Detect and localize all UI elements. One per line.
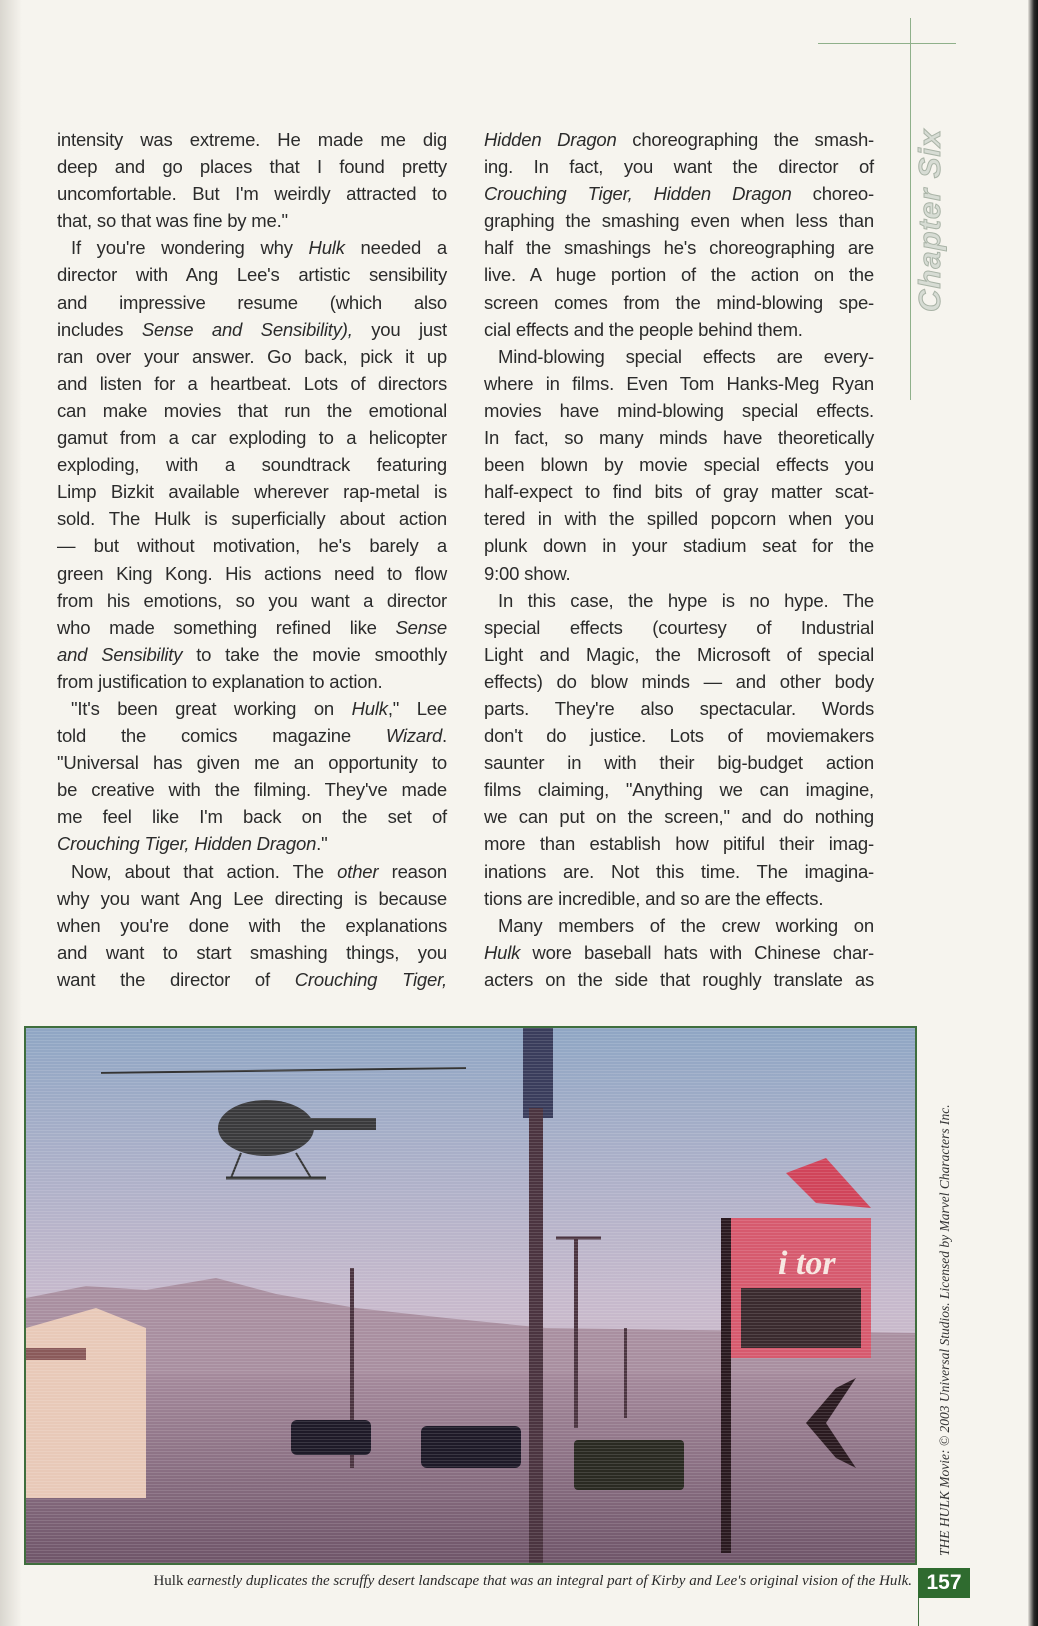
text-line: In this case, the hype is no hype. The xyxy=(498,589,874,611)
text-line: from justification to explanation to action. xyxy=(57,670,383,692)
text-line: 9:00 show. xyxy=(484,562,571,584)
italic-title: Hulk xyxy=(484,941,521,963)
text-line: and impressive resume (which also xyxy=(57,291,447,313)
text-line: "Universal has given me an opportunity to xyxy=(57,752,447,774)
text-line: If you're wondering why Hulk needed a xyxy=(71,237,447,259)
text-line: acters on the side that roughly translate as xyxy=(484,968,874,990)
text-line: sold. The Hulk is superficially about action xyxy=(57,508,447,530)
page-number: 157 xyxy=(918,1568,970,1598)
text-line: ran over your answer. Go back, pick it up xyxy=(57,345,447,367)
caption-text: earnestly duplicates the scruffy desert landscape that was an integral part of Kirby and Lee's original vision of the Hulk. xyxy=(183,1573,912,1589)
text-line: live. A huge portion of the action on the xyxy=(484,264,874,286)
text-line: parts. They're also spectacular. Words xyxy=(484,697,874,719)
text-line: and listen for a heartbeat. Lots of directors xyxy=(57,372,447,394)
italic-title: and Sensibility xyxy=(57,643,183,665)
text-line: deep and go places that I found pretty xyxy=(57,156,447,178)
text-line: tions are incredible, and so are the effects. xyxy=(484,887,824,909)
caption-title: Hulk xyxy=(153,1573,184,1589)
photo-credit: THE HULK Movie: © 2003 Universal Studios. Licensed by Marvel Characters Inc. xyxy=(937,1104,952,1556)
header-rule xyxy=(818,43,956,44)
chapter-label: Chapter Six xyxy=(912,128,947,312)
italic-title: Hidden Dragon xyxy=(484,129,617,150)
italic-title: other xyxy=(337,860,379,882)
italic-title: Crouching Tiger, xyxy=(294,968,447,990)
text-line: Many members of the crew working on xyxy=(498,914,874,936)
text-line: that, so that was fine by me." xyxy=(57,210,288,232)
text-line: been blown by movie special effects you xyxy=(484,454,874,476)
text-column-right xyxy=(484,126,874,993)
text-line: why you want Ang Lee directing is because xyxy=(57,887,447,909)
text-line: tered in with the spilled popcorn when you xyxy=(484,508,874,530)
text-line: from his emotions, so you want a director xyxy=(57,589,447,611)
text-line: want the director of Crouching Tiger, xyxy=(57,968,447,990)
text-line: Light and Magic, the Microsoft of special xyxy=(484,643,874,665)
text-line: includes Sense and Sensibility), you just xyxy=(57,318,447,340)
text-line: told the comics magazine Wizard. xyxy=(57,725,447,747)
side-rule xyxy=(910,18,911,400)
text-line: Now, about that action. The other reason xyxy=(71,860,447,882)
text-line: — but without motivation, he's barely a xyxy=(57,535,447,557)
text-line: special effects (courtesy of Industrial xyxy=(484,616,874,638)
italic-title: Hulk xyxy=(351,697,388,719)
text-line: "It's been great working on Hulk," Lee xyxy=(71,697,447,719)
italic-title: Crouching Tiger, Hidden Dragon xyxy=(57,833,317,855)
text-line: saunter in with their big-budget action xyxy=(484,752,874,774)
text-column-left xyxy=(57,126,447,993)
text-line: exploding, with a soundtrack featuring xyxy=(57,454,447,476)
text-line: In fact, so many minds have theoretically xyxy=(484,427,874,449)
text-line: and want to start smashing things, you xyxy=(57,941,447,963)
text-line: green King Kong. His actions need to flow xyxy=(57,562,447,584)
page-number-rule xyxy=(918,1598,971,1626)
text-line: inations are. Not this time. The imagina- xyxy=(484,860,874,882)
text-line: can make movies that run the emotional xyxy=(57,399,447,421)
text-line: Limp Bizkit available wherever rap-metal is xyxy=(57,481,447,503)
text-line: Hidden Dragon choreographing the smash- xyxy=(484,129,874,150)
text-line: half-expect to find bits of gray matter scat- xyxy=(484,481,874,503)
italic-title: Sense xyxy=(395,616,447,638)
text-line: cial effects and the people behind them. xyxy=(484,318,803,340)
page-edge xyxy=(1028,0,1038,1626)
text-line: don't do justice. Lots of moviemakers xyxy=(484,725,874,747)
text-line: Hulk wore baseball hats with Chinese char- xyxy=(484,941,874,963)
text-line: we can put on the screen," and do nothing xyxy=(484,806,874,828)
text-line: graphing the smashing even when less than xyxy=(484,210,874,232)
text-line: movies have mind-blowing special effects. xyxy=(484,399,874,421)
italic-title: Wizard xyxy=(385,725,443,747)
text-line: films claiming, "Anything we can imagine, xyxy=(484,779,874,801)
sign-text: i tor xyxy=(778,1245,836,1282)
italic-title: Crouching Tiger, Hidden Dragon xyxy=(484,183,792,205)
text-line: plunk down in your stadium seat for the xyxy=(484,535,874,557)
text-line: Crouching Tiger, Hidden Dragon." xyxy=(57,833,328,855)
text-line: and Sensibility to take the movie smoothly xyxy=(57,643,447,665)
text-line: effects) do blow minds — and other body xyxy=(484,670,874,692)
text-line: screen comes from the mind-blowing spe- xyxy=(484,291,874,313)
text-line: ing. In fact, you want the director of xyxy=(484,156,874,178)
text-line: more than establish how pitiful their imag- xyxy=(484,833,874,855)
movie-still-photo xyxy=(24,1026,917,1565)
page-gutter-shadow xyxy=(0,0,22,1626)
photo-caption xyxy=(153,1573,912,1590)
text-line: be creative with the filming. They've made xyxy=(57,779,447,801)
italic-title: Sense and Sensibility), xyxy=(141,318,353,340)
text-line: where in films. Even Tom Hanks-Meg Ryan xyxy=(484,372,874,394)
text-line: when you're done with the explanations xyxy=(57,914,447,936)
text-line: me feel like I'm back on the set of xyxy=(57,806,447,828)
text-line: Crouching Tiger, Hidden Dragon choreo- xyxy=(484,183,874,205)
italic-title: Hulk xyxy=(308,237,345,259)
text-line: intensity was extreme. He made me dig xyxy=(57,129,447,150)
text-line: who made something refined like Sense xyxy=(57,616,447,638)
text-line: uncomfortable. But I'm weirdly attracted to xyxy=(57,183,447,205)
text-line: half the smashings he's choreographing are xyxy=(484,237,874,259)
text-line: gamut from a car exploding to a helicopter xyxy=(57,427,447,449)
text-line: Mind-blowing special effects are every- xyxy=(498,345,874,367)
text-line: director with Ang Lee's artistic sensibility xyxy=(57,264,447,286)
